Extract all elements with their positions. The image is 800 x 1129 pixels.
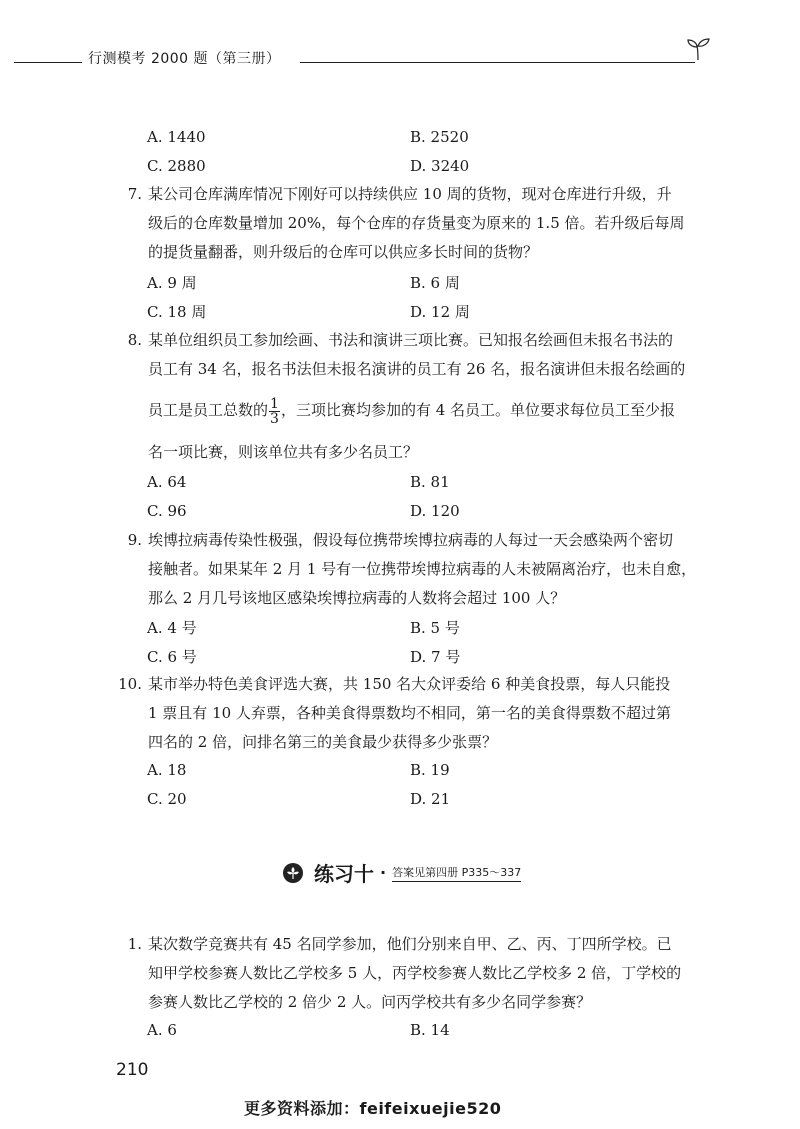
question-7	[127, 180, 748, 267]
question-line: 某单位组织员工参加绘画、书法和演讲三项比赛。已知报名绘画但未报名书法的	[148, 331, 674, 349]
question-10	[118, 670, 748, 757]
question-number: 8.	[127, 331, 142, 349]
question-number: 7.	[127, 185, 142, 203]
q7-option-b: B. 6 周	[410, 274, 460, 292]
q9-option-c: C. 6 号	[147, 648, 197, 666]
q10-option-b: B. 19	[410, 761, 450, 779]
q7-option-d: D. 12 周	[410, 303, 470, 321]
s1-option-b: B. 14	[410, 1021, 450, 1039]
s1-option-a: A. 6	[147, 1021, 177, 1039]
running-header-title: 行测模考 2000 题（第三册）	[88, 51, 281, 67]
q7-option-c: C. 18 周	[147, 303, 207, 321]
q10-option-c: C. 20	[147, 790, 187, 808]
section-heading	[282, 858, 521, 887]
question-line: 某市举办特色美食评选大赛，共 150 名大众评委给 6 种美食投票，每人只能投	[148, 675, 671, 693]
question-9	[127, 526, 748, 613]
q10-option-d: D. 21	[410, 790, 451, 808]
question-line: 四名的 2 倍，问排名第三的美食最少获得多少张票？	[148, 733, 498, 751]
section-question-1	[127, 930, 748, 1017]
q8-option-d: D. 120	[410, 502, 460, 520]
question-line: 某公司仓库满库情况下刚好可以持续供应 10 周的货物，现对仓库进行升级，升	[148, 185, 672, 203]
q9-option-b: B. 5 号	[410, 619, 460, 637]
prev-option-d: D. 3240	[410, 157, 470, 175]
question-8	[127, 326, 748, 467]
q9-option-a: A. 4 号	[147, 619, 197, 637]
footer-contact-note: 更多资料添加：feifeixuejie520	[244, 1099, 502, 1118]
question-line-with-fraction	[148, 396, 748, 426]
q10-option-a: A. 18	[147, 761, 187, 779]
question-text: 员工是员工总数的	[148, 401, 269, 419]
fraction-denominator: 3	[270, 410, 279, 427]
section-title: 练习十	[314, 862, 374, 886]
section-answer-note: 答案见第四册 P335～337	[392, 864, 521, 882]
question-line: 名一项比赛，则该单位共有多少名员工？	[148, 442, 419, 461]
question-text: ，三项比赛均参加的有 4 名员工。单位要求每位员工至少报	[280, 401, 676, 419]
question-line: 知甲学校参赛人数比乙学校多 5 人，丙学校参赛人数比乙学校多 2 倍，丁学校的	[148, 964, 682, 982]
header-rule-left	[14, 62, 82, 63]
header-rule-right	[300, 62, 695, 63]
question-number: 10.	[118, 675, 142, 693]
question-number: 9.	[127, 531, 142, 549]
question-line: 1 票且有 10 人弃票，各种美食得票数均不相同，第一名的美食得票数不超过第	[148, 704, 671, 722]
page-number: 210	[116, 1060, 149, 1080]
question-line: 埃博拉病毒传染性极强，假设每位携带埃博拉病毒的人每过一天会感染两个密切	[148, 531, 674, 549]
q7-option-a: A. 9 周	[147, 274, 197, 292]
q8-option-c: C. 96	[147, 502, 187, 520]
fraction	[269, 397, 280, 426]
section-bullet: ·	[380, 863, 387, 882]
question-line: 的提货量翻番，则升级后的仓库可以供应多长时间的货物？	[148, 243, 539, 261]
prev-option-b: B. 2520	[410, 128, 469, 146]
question-line: 接触者。如果某年 2 月 1 号有一位携带埃博拉病毒的人未被隔离治疗，也未自愈，	[148, 560, 697, 578]
question-line: 级后的仓库数量增加 20%，每个仓库的存货量变为原来的 1.5 倍。若升级后每周	[148, 214, 685, 232]
prev-option-a: A. 1440	[147, 128, 206, 146]
question-line: 参赛人数比乙学校的 2 倍少 2 人。问丙学校共有多少名同学参赛？	[148, 993, 592, 1011]
fraction-numerator: 1	[270, 395, 279, 412]
q9-option-d: D. 7 号	[410, 648, 461, 666]
question-line: 某次数学竞赛共有 45 名同学参加，他们分别来自甲、乙、丙、丁四所学校。已	[148, 935, 672, 953]
sprout-icon	[684, 34, 712, 62]
prev-option-c: C. 2880	[147, 157, 206, 175]
question-line: 员工有 34 名，报名书法但未报名演讲的员工有 26 名，报名演讲但未报名绘画的	[148, 360, 686, 378]
question-number: 1.	[127, 935, 142, 953]
question-line: 那么 2 月几号该地区感染埃博拉病毒的人数将会超过 100 人？	[148, 589, 566, 607]
flower-emblem-icon	[282, 862, 304, 884]
q8-option-b: B. 81	[410, 473, 450, 491]
q8-option-a: A. 64	[147, 473, 187, 491]
